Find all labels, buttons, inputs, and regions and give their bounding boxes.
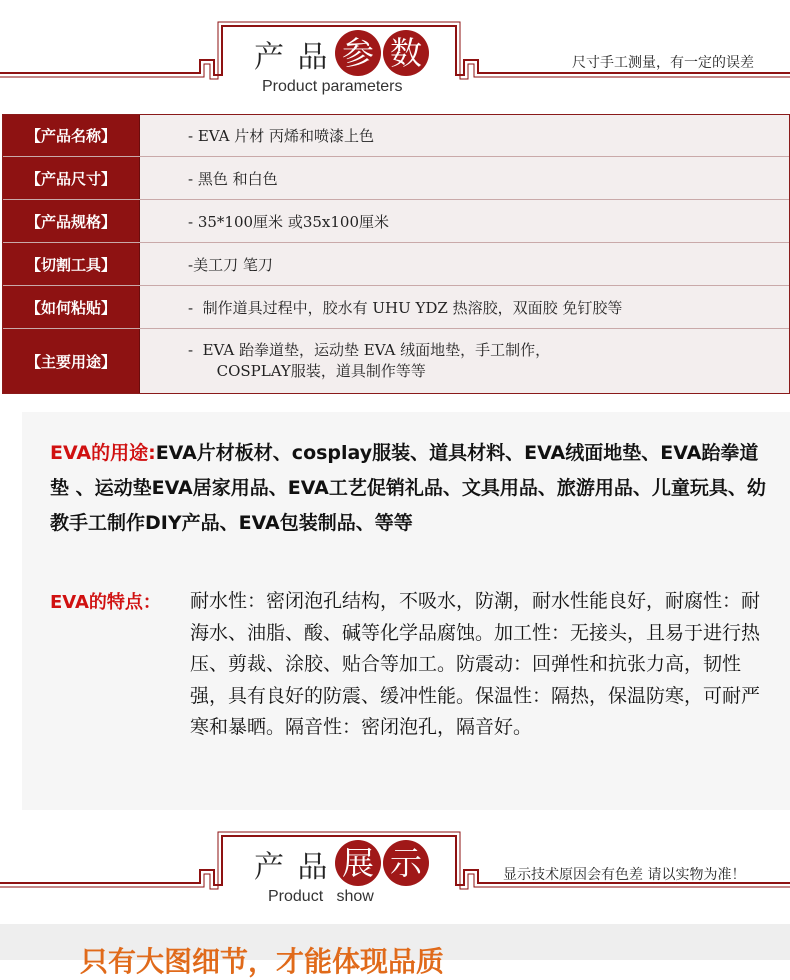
spec-label: 【主要用途】: [3, 329, 140, 393]
usage-paragraph: [50, 436, 770, 541]
header-title-circle-2: 数: [383, 30, 429, 76]
header-title-circle-1: 展: [335, 840, 381, 886]
features-text: 耐水性：密闭泡孔结构，不吸水，防潮，耐水性能良好，耐腐性：耐海水、油脂、酸、碱等化学品腐蚀。加工性：无接头，且易于进行热压、剪裁、涂胶、贴合等加工。防震动：回弹性和抗张力高，韧性强，具有良好的防震、缓冲性能。保温性：隔热，保温防寒，可耐严寒和暴晒。隔音性：密闭泡孔，隔音好。: [190, 590, 761, 738]
header-subtitle: Product show: [268, 888, 374, 905]
header-title-circle-1: 参: [335, 30, 381, 76]
spec-value: - 制作道具过程中，胶水有 UHU YDZ 热溶胶，双面胶 免钉胶等: [140, 286, 789, 328]
header-title-circle-2: 示: [383, 840, 429, 886]
spec-label: 【产品规格】: [3, 200, 140, 242]
header-title-main: 产 品: [254, 40, 330, 75]
spec-value: - EVA 跆拳道垫，运动垫 EVA 绒面地垫，手工制作， COSPLAY服装，道具制作等等: [140, 329, 789, 393]
detail-banner-text: 只有大图细节，才能体现品质: [80, 945, 445, 978]
spec-value: - EVA 片材 丙烯和喷漆上色: [140, 115, 789, 156]
header-title-main: 产 品: [254, 850, 330, 885]
spec-label: 【产品名称】: [3, 115, 140, 156]
spec-value: - 35*100厘米 或35x100厘米: [140, 200, 789, 242]
spec-label: 【切割工具】: [3, 243, 140, 285]
usage-text: EVA片材板材、cosplay服装、道具材料、EVA绒面地垫、EVA跆拳道垫 、运动垫EVA居家用品、EVA工艺促销礼品、文具用品、旅游用品、儿童玩具、幼教手工制作DIY产品、EVA包装制品、等等: [50, 442, 766, 534]
table-row: [3, 157, 789, 200]
section-header-parameters: [0, 0, 790, 110]
features-label: EVA的特点：: [50, 592, 161, 613]
usage-label: EVA的用途:: [50, 442, 156, 464]
table-row: [3, 115, 789, 157]
usage-section: [22, 412, 790, 810]
spec-label: 【如何粘贴】: [3, 286, 140, 328]
detail-banner: [0, 924, 790, 978]
spec-value: - 黑色 和白色: [140, 157, 789, 199]
spec-label: 【产品尺寸】: [3, 157, 140, 199]
spec-table: [2, 114, 790, 394]
spec-value: -美工刀 笔刀: [140, 243, 789, 285]
table-row: [3, 243, 789, 286]
header-subtitle: Product parameters: [262, 78, 403, 95]
header-note: 显示技术原因会有色差 请以实物为准！: [503, 867, 746, 883]
header-note: 尺寸手工测量，有一定的误差: [572, 55, 754, 71]
table-row: [3, 200, 789, 243]
table-row: [3, 329, 789, 393]
section-header-show: [0, 828, 790, 924]
table-row: [3, 286, 789, 329]
